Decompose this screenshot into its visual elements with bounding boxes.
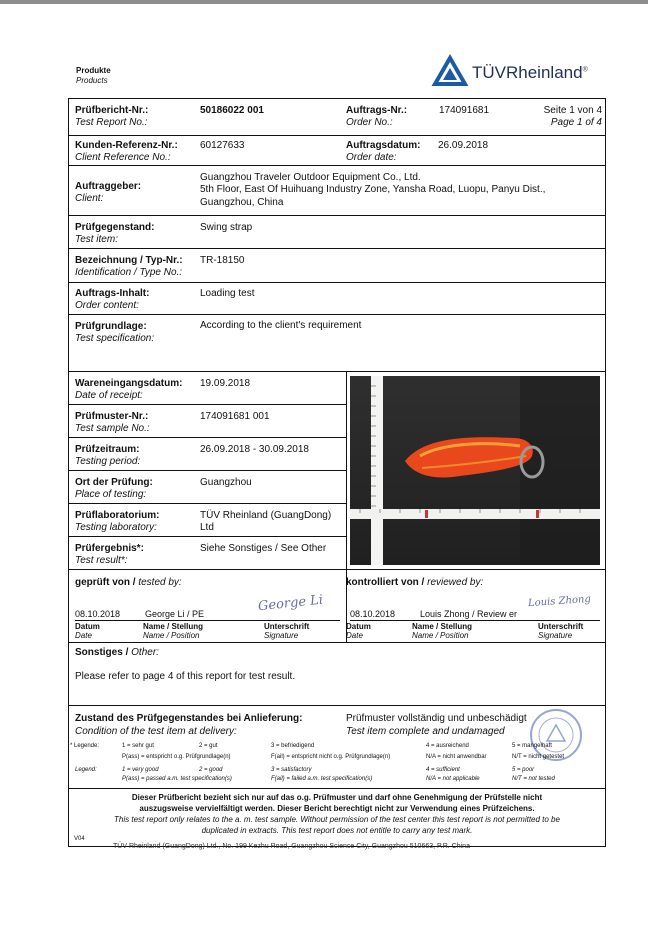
result-label: Prüfergebnis*: — [75, 543, 144, 554]
divider — [68, 404, 346, 405]
condition-label-en: Condition of the test item at delivery: — [75, 726, 237, 737]
legend-item: 3 = befriedigend — [271, 743, 315, 749]
tested-name: George Li / PE — [145, 609, 205, 619]
divider — [68, 788, 606, 789]
date-header: Date — [75, 631, 92, 640]
legend-item: P(ass) = entspricht o.g. Prüfgrundlage(n) — [122, 754, 231, 760]
report-no-value: 50186022 001 — [200, 105, 264, 116]
receipt-value: 19.09.2018 — [200, 378, 251, 389]
logo-text: TÜVRheinland® — [472, 63, 588, 82]
legend-item: 3 = satisfactory — [271, 767, 312, 773]
lab-value-2: Ltd — [200, 522, 214, 533]
test-item-value: Swing strap — [200, 222, 253, 233]
period-value: 26.09.2018 - 30.09.2018 — [200, 444, 309, 455]
client-label-en: Client: — [75, 193, 104, 204]
place-label-en: Place of testing: — [75, 489, 147, 500]
reviewed-by-label: kontrolliert von / reviewed by: — [346, 577, 484, 588]
disclaimer-en-2: duplicated in extracts. This test report does not entitle to carry any test mark. — [201, 826, 473, 835]
divider — [68, 215, 606, 216]
order-date-label: Auftragsdatum: — [346, 140, 421, 151]
order-no-label-en: Order No.: — [346, 117, 393, 128]
receipt-label-en: Date of receipt: — [75, 390, 143, 401]
divider — [68, 248, 606, 249]
test-spec-label: Prüfgrundlage: — [75, 321, 147, 332]
date-header: Date — [346, 631, 363, 640]
divider — [68, 165, 606, 166]
signature-header-en: Signature — [264, 631, 299, 640]
legend-item: 2 = gut — [199, 743, 218, 749]
divider — [68, 314, 606, 315]
test-spec-label-en: Test specification: — [75, 333, 155, 344]
divider — [68, 437, 346, 438]
identification-label: Bezeichnung / Typ-Nr.: — [75, 255, 183, 266]
test-item-label: Prüfgegenstand: — [75, 222, 155, 233]
divider — [68, 282, 606, 283]
products-label-de: Produkte — [76, 66, 111, 75]
divider — [68, 536, 346, 537]
tuv-logo — [433, 56, 467, 91]
datum-header: Datum — [346, 622, 371, 631]
other-label: Sonstiges / Other: — [75, 647, 159, 658]
divider — [68, 705, 606, 706]
divider — [68, 135, 606, 136]
divider — [68, 371, 606, 372]
legend-item: F(ail) = failed a.m. test specification(s) — [271, 776, 373, 782]
page-number-en: Page 1 of 4 — [550, 117, 602, 128]
client-name: Guangzhou Traveler Outdoor Equipment Co., Ltd. — [200, 172, 421, 183]
legend-item: N/A = not applicable — [426, 776, 480, 782]
order-content-label-en: Order content: — [75, 300, 139, 311]
legend-item: 2 = good — [199, 767, 223, 773]
lab-label-en: Testing laboratory: — [75, 522, 157, 533]
disclaimer-de-2: auszugsweise vervielfältigt werden. Dieser Bericht berechtigt nicht zur Verwendung eines Prüfzeichens. — [139, 804, 535, 813]
legend-label-en: Legend: — [75, 767, 97, 773]
products-label-en: Products — [76, 76, 108, 85]
signature-header: Unterschrift — [264, 622, 310, 631]
order-date-label-en: Order date: — [346, 152, 397, 163]
test-item-photo — [350, 376, 600, 565]
signature-line — [75, 620, 340, 621]
sample-value: 174091681 001 — [200, 411, 270, 422]
client-ref-label-en: Client Reference No.: — [75, 152, 171, 163]
order-no-value: 174091681 — [439, 105, 490, 116]
divider — [68, 569, 606, 570]
legend-item: F(ail) = entspricht nicht o.g. Prüfgrundlage(n) — [271, 754, 391, 760]
divider — [68, 642, 606, 643]
order-no-label: Auftrags-Nr.: — [346, 105, 408, 116]
order-content-label: Auftrags-Inhalt: — [75, 288, 150, 299]
legend-item: 4 = ausreichend — [426, 743, 469, 749]
legend-item: P(ass) = passed a.m. test specification(s) — [122, 776, 232, 782]
disclaimer-en-1: This test report only relates to the a. m. test sample. Without permission of the test center this test report is not permitted to be — [114, 815, 560, 824]
client-label: Auftraggeber: — [75, 181, 142, 192]
legend-item: N/T = nicht getestet — [512, 754, 565, 760]
name-header: Name / Stellung — [412, 622, 473, 631]
photo-divider — [346, 371, 347, 569]
sample-label: Prüfmuster-Nr.: — [75, 411, 149, 422]
receipt-label: Wareneingangsdatum: — [75, 378, 183, 389]
signature-header-en: Signature — [538, 631, 573, 640]
sample-label-en: Test sample No.: — [75, 423, 150, 434]
place-label: Ort der Prüfung: — [75, 477, 153, 488]
identification-value: TR-18150 — [200, 255, 245, 266]
legend-item: 4 = sufficient — [426, 767, 460, 773]
condition-value: Prüfmuster vollständig und unbeschädigt — [346, 713, 527, 724]
order-content-value: Loading test — [200, 288, 255, 299]
legend-item: 5 = mangelhaft — [512, 743, 552, 749]
client-ref-value: 60127633 — [200, 140, 245, 151]
condition-label: Zustand des Prüfgegenstandes bei Anlieferung: — [75, 713, 303, 724]
legend-label-de: * Legende: — [70, 743, 100, 749]
footer-address: TÜV Rheinland (GuangDong) Ltd., No. 199 Kezhu Road, Guangzhou Science City, Guangzhou 510663, P.R. China — [113, 843, 470, 850]
order-date-value: 26.09.2018 — [438, 140, 489, 151]
legend-item: N/A = nicht anwendbar — [426, 754, 487, 760]
name-header-en: Name / Position — [412, 631, 469, 640]
divider — [68, 503, 346, 504]
other-text: Please refer to page 4 of this report for test result. — [75, 671, 296, 682]
triangle-logo-icon — [433, 56, 467, 86]
signature-header: Unterschrift — [538, 622, 584, 631]
report-no-label: Prüfbericht-Nr.: — [75, 105, 149, 116]
reviewed-name: Louis Zhong / Review er — [420, 609, 518, 619]
divider — [68, 470, 346, 471]
legend-item: 1 = very good — [122, 767, 159, 773]
result-value: Siehe Sonstiges / See Other — [200, 543, 327, 554]
client-address-2: Guangzhou, China — [200, 197, 284, 208]
legend-item: N/T = not tested — [512, 776, 555, 782]
tested-signature: George Li — [257, 592, 324, 615]
identification-label-en: Identification / Type No.: — [75, 267, 183, 278]
test-spec-value: According to the client's requirement — [200, 320, 362, 331]
client-address-1: 5th Floor, East Of Huihuang Industry Zone, Yansha Road, Luopu, Panyu Dist., — [200, 184, 546, 195]
client-ref-label: Kunden-Referenz-Nr.: — [75, 140, 178, 151]
disclaimer-de-1: Dieser Prüfbericht bezieht sich nur auf das o.g. Prüfmuster und darf ohne Genehmigung der Prüfstelle nicht — [131, 793, 543, 802]
test-item-label-en: Test item: — [75, 234, 118, 245]
report-no-label-en: Test Report No.: — [75, 117, 148, 128]
name-header: Name / Stellung — [143, 622, 204, 631]
period-label-en: Testing period: — [75, 456, 141, 467]
condition-value-en: Test item complete and undamaged — [346, 726, 505, 737]
footer-address-clip — [0, 843, 648, 853]
page-number-de: Seite 1 von 4 — [543, 105, 602, 116]
lab-label: Prüflaboratorium: — [75, 510, 160, 521]
name-header-en: Name / Position — [143, 631, 200, 640]
place-value: Guangzhou — [200, 477, 252, 488]
period-label: Prüfzeitraum: — [75, 444, 140, 455]
top-border — [0, 0, 648, 4]
signature-line — [350, 620, 600, 621]
reviewed-signature: Louis Zhong — [527, 593, 592, 610]
tested-date: 08.10.2018 — [75, 609, 121, 619]
datum-header: Datum — [75, 622, 100, 631]
reviewed-date: 08.10.2018 — [350, 609, 396, 619]
result-label-en: Test result*: — [75, 555, 128, 566]
tested-by-label: geprüft von / tested by: — [75, 577, 182, 588]
form-version: V04 — [74, 836, 85, 842]
legend-item: 1 = sehr gut — [122, 743, 154, 749]
lab-value-1: TÜV Rheinland (GuangDong) — [200, 510, 332, 521]
legend-item: 5 = poor — [512, 767, 535, 773]
